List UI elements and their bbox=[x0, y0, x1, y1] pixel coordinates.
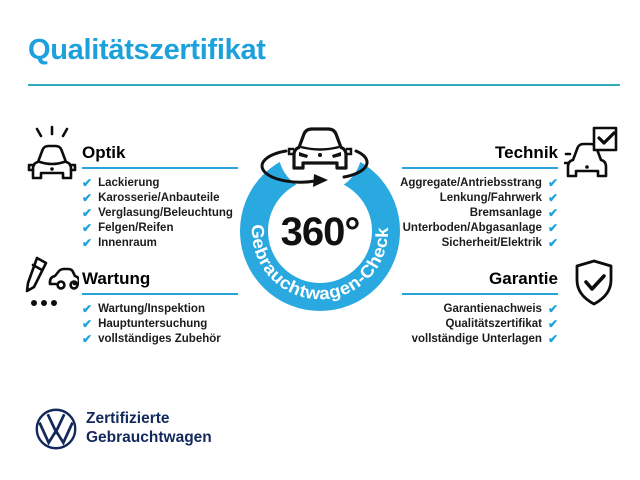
section-heading: Wartung bbox=[82, 269, 151, 288]
section-garantie bbox=[402, 270, 558, 345]
checklist-item-label: Wartung/Inspektion bbox=[98, 303, 205, 315]
checklist-item bbox=[402, 178, 558, 190]
checklist-item-label: vollständiges Zubehör bbox=[98, 332, 221, 345]
section-divider bbox=[82, 293, 238, 295]
checklist-item bbox=[82, 193, 238, 205]
checklist-item-label: Lenkung/Fahrwerk bbox=[439, 191, 542, 204]
section-technik bbox=[402, 144, 558, 249]
check-icon: ✔ bbox=[547, 302, 558, 317]
vw-logo bbox=[34, 407, 78, 451]
section-divider bbox=[402, 167, 558, 169]
checklist-item bbox=[402, 334, 558, 346]
360-check-badge bbox=[218, 114, 422, 316]
badge-ring-label: Gebrauchtwagen-Check bbox=[247, 224, 393, 304]
check-icon: ✔ bbox=[547, 332, 558, 347]
checklist-item bbox=[82, 208, 238, 220]
checklist-item bbox=[82, 220, 238, 235]
checklist-item bbox=[82, 319, 238, 331]
section-heading: Technik bbox=[495, 143, 558, 162]
checklist-item bbox=[402, 220, 558, 235]
check-icon: ✔ bbox=[82, 317, 93, 332]
checklist-item-label: Felgen/Reifen bbox=[98, 221, 174, 234]
check-icon: ✔ bbox=[547, 176, 558, 191]
service-checklist-icon bbox=[25, 255, 79, 311]
check-icon: ✔ bbox=[82, 206, 93, 221]
checklist-item bbox=[82, 304, 238, 316]
checklist-item bbox=[82, 178, 238, 190]
check-icon: ✔ bbox=[547, 220, 558, 235]
checklist-item-label: Karosserie/Anbauteile bbox=[98, 191, 220, 204]
checklist-item-label: Bremsanlage bbox=[469, 206, 542, 219]
section-divider bbox=[82, 167, 238, 169]
car-checkbox-icon bbox=[564, 124, 620, 180]
section-wartung bbox=[82, 270, 238, 345]
checklist-item bbox=[402, 193, 558, 205]
section-heading: Optik bbox=[82, 143, 126, 162]
checklist-item-label: Qualitätszertifikat bbox=[445, 317, 542, 330]
checklist-item-label: Unterboden/Abgasanlage bbox=[402, 221, 542, 234]
title-divider bbox=[28, 84, 620, 86]
check-icon: ✔ bbox=[82, 302, 93, 317]
checklist-item bbox=[402, 235, 558, 250]
checklist-item bbox=[82, 334, 238, 346]
section-heading: Garantie bbox=[489, 269, 558, 288]
check-icon: ✔ bbox=[82, 235, 93, 250]
checklist bbox=[402, 178, 558, 249]
checklist-item bbox=[82, 235, 238, 250]
checklist bbox=[82, 178, 238, 249]
checklist-item bbox=[402, 319, 558, 331]
page-title: Qualitätszertifikat bbox=[28, 34, 266, 66]
brand-line1: Zertifizierte bbox=[86, 410, 170, 427]
check-icon: ✔ bbox=[547, 191, 558, 206]
checklist-item-label: Verglasung/Beleuchtung bbox=[98, 206, 233, 219]
checklist-item bbox=[402, 208, 558, 220]
checklist-item bbox=[402, 304, 558, 316]
checklist-item-label: Sicherheit/Elektrik bbox=[441, 236, 542, 249]
brand-line2: Gebrauchtwagen bbox=[86, 429, 212, 446]
check-icon: ✔ bbox=[82, 191, 93, 206]
section-divider bbox=[402, 293, 558, 295]
badge-center-label: 360° bbox=[280, 210, 360, 254]
check-icon: ✔ bbox=[82, 332, 93, 347]
brand-wordmark bbox=[86, 409, 212, 447]
check-icon: ✔ bbox=[547, 206, 558, 221]
checklist-item-label: Garantienachweis bbox=[443, 303, 542, 315]
checklist-item-label: vollständige Unterlagen bbox=[411, 332, 542, 345]
checklist-item-label: Hauptuntersuchung bbox=[98, 317, 208, 330]
checklist bbox=[82, 304, 238, 345]
checklist-item-label: Lackierung bbox=[98, 177, 160, 189]
shiny-car-icon bbox=[26, 124, 78, 182]
shield-check-icon bbox=[572, 259, 616, 309]
check-icon: ✔ bbox=[82, 220, 93, 235]
check-icon: ✔ bbox=[547, 317, 558, 332]
check-icon: ✔ bbox=[82, 176, 93, 191]
section-optik bbox=[82, 144, 238, 249]
checklist-item-label: Aggregate/Antriebsstrang bbox=[400, 177, 542, 189]
check-icon: ✔ bbox=[547, 235, 558, 250]
checklist bbox=[402, 304, 558, 345]
checklist-item-label: Innenraum bbox=[98, 236, 157, 249]
